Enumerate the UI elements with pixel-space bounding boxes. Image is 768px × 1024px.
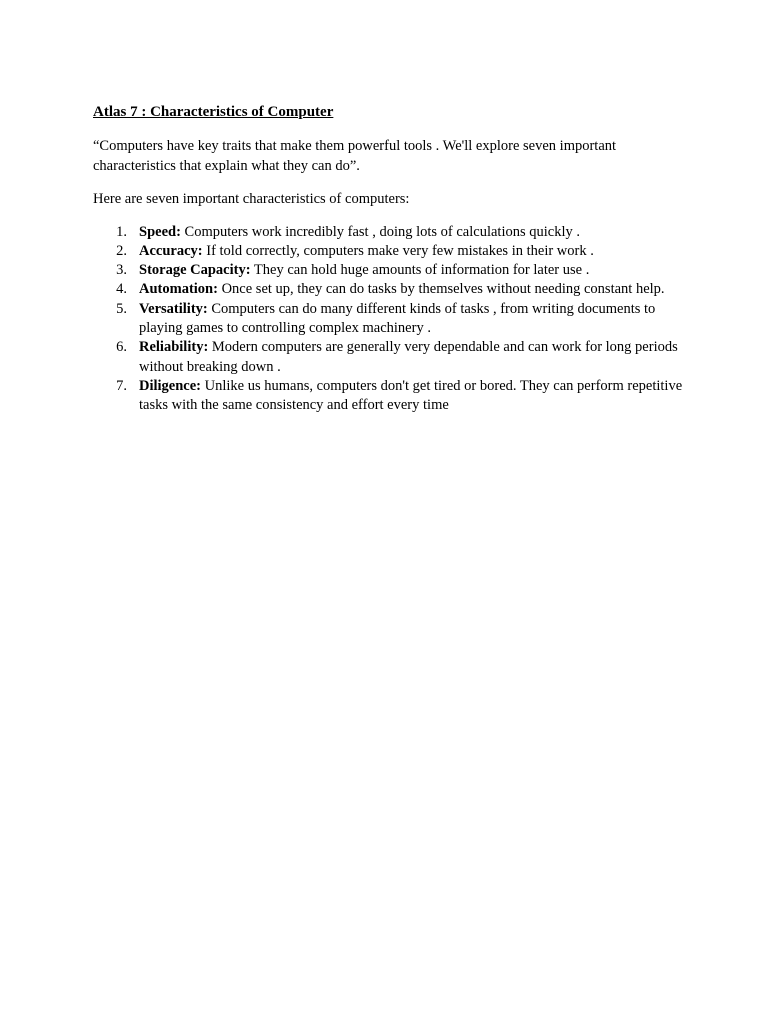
document-body [93, 102, 693, 415]
item-number: 5. [116, 300, 127, 317]
item-number: 3. [116, 262, 127, 279]
item-term: Reliability: [139, 339, 209, 356]
item-number: 4. [116, 281, 127, 298]
list-item [93, 338, 693, 377]
list-item [93, 242, 693, 261]
item-term: Speed: [139, 223, 181, 240]
item-number: 6. [116, 339, 127, 356]
item-term: Automation: [139, 281, 218, 298]
item-text: Modern computers are generally very dependable and can work for long periods without breaking down . [139, 339, 678, 375]
intro-quote: “Computers have key traits that make them powerful tools . We'll explore seven important characteristics that explain what they can do”. [93, 138, 617, 174]
intro-paragraph: Here are seven important characteristics of computers: [93, 191, 410, 207]
item-term: Diligence: [139, 377, 202, 394]
item-text: If told correctly, computers make very few mistakes in their work . [206, 242, 594, 259]
page-title: Atlas 7 : Characteristics of Computer [93, 104, 334, 120]
item-term: Storage Capacity: [139, 262, 251, 279]
item-text: Unlike us humans, computers don't get tired or bored. They can perform repetitive tasks with the same consistency and effort every time [139, 377, 683, 414]
item-text: Computers work incredibly fast , doing lots of calculations quickly . [184, 223, 580, 240]
item-number: 1. [116, 223, 127, 240]
item-number: 2. [116, 242, 127, 259]
item-term: Versatility: [139, 300, 208, 317]
item-text: Computers can do many different kinds of tasks , from writing documents to playing games to controlling complex machinery . [139, 300, 656, 336]
list-item [93, 280, 693, 299]
item-number: 7. [116, 377, 127, 394]
list-item [93, 261, 693, 280]
item-term: Accuracy: [139, 242, 203, 259]
list-item [93, 223, 693, 242]
item-text: Once set up, they can do tasks by themselves without needing constant help. [221, 281, 665, 298]
item-text: They can hold huge amounts of information for later use . [253, 262, 590, 279]
list-item [93, 300, 693, 339]
list-item [93, 377, 693, 416]
characteristics-list [93, 223, 693, 416]
